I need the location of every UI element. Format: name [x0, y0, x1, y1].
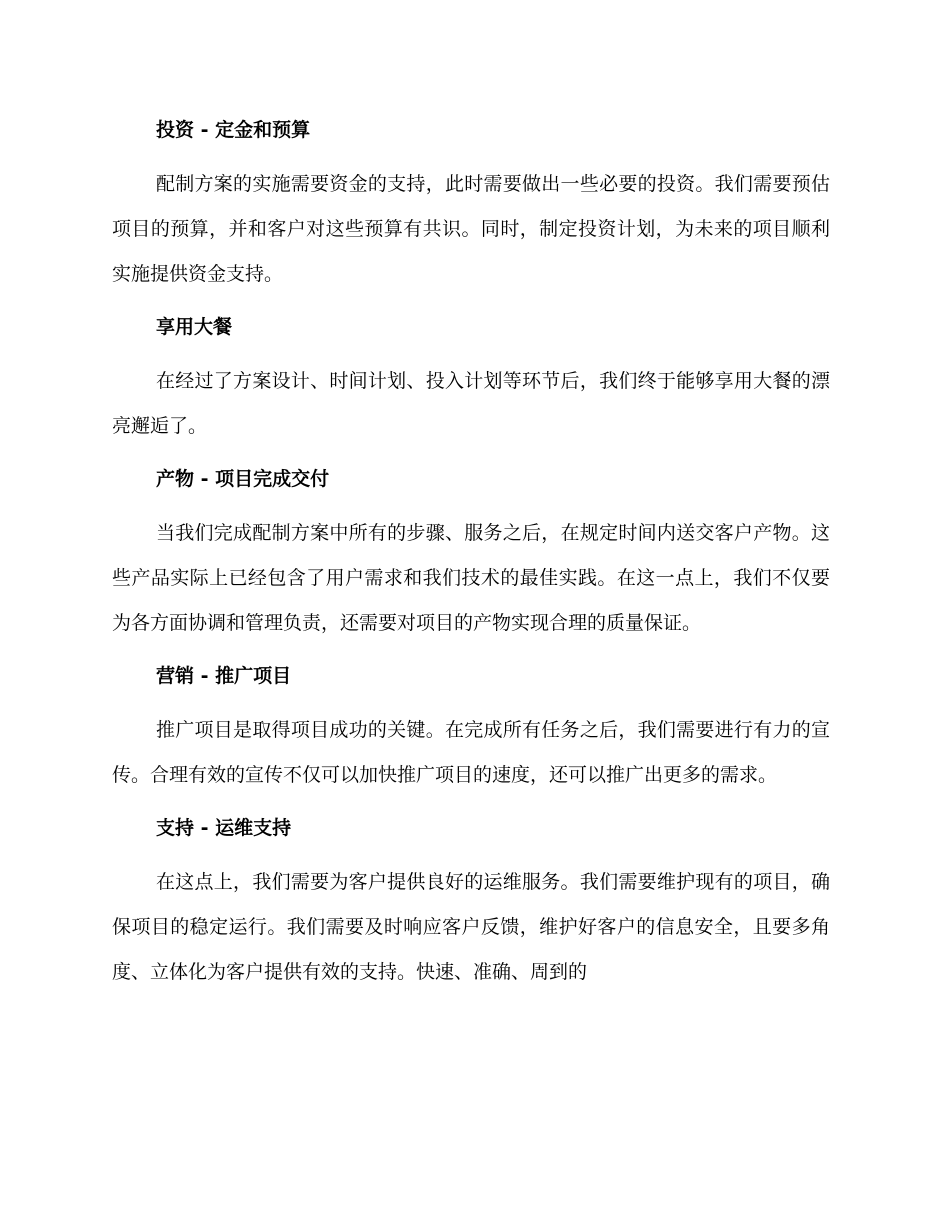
section-heading-feast: 享用大餐 — [156, 316, 233, 338]
section-body-investment: 配制方案的实施需要资金的支持，此时需要做出一些必要的投资。我们需要预估项目的预算，并和客户对这些预算有共识。同时，制定投资计划，为未来的项目顺利实施提供资金支持。 — [112, 173, 830, 285]
section-heading-delivery: 产物 - 项目完成交付 — [156, 468, 330, 490]
section-heading-marketing: 营销 - 推广项目 — [156, 665, 292, 687]
document-page — [112, 110, 830, 1005]
section-body-support: 在这点上，我们需要为客户提供良好的运维服务。我们需要维护现有的项目，确保项目的稳定运行。我们需要及时响应客户反馈，维护好客户的信息安全，且要多角度、立体化为客户提供有效的支持。快速、准确、周到的 — [112, 871, 830, 983]
section-heading-investment: 投资 - 定金和预算 — [156, 119, 311, 141]
section-heading-support: 支持 - 运维支持 — [156, 817, 292, 839]
section-body-delivery: 当我们完成配制方案中所有的步骤、服务之后，在规定时间内送交客户产物。这些产品实际上已经包含了用户需求和我们技术的最佳实践。在这一点上，我们不仅要为各方面协调和管理负责，还需要对项目的产物实现合理的质量保证。 — [112, 522, 830, 634]
section-body-feast: 在经过了方案设计、时间计划、投入计划等环节后，我们终于能够享用大餐的漂亮邂逅了。 — [112, 370, 830, 437]
section-body-marketing: 推广项目是取得项目成功的关键。在完成所有任务之后，我们需要进行有力的宣传。合理有效的宣传不仅可以加快推广项目的速度，还可以推广出更多的需求。 — [112, 719, 830, 786]
